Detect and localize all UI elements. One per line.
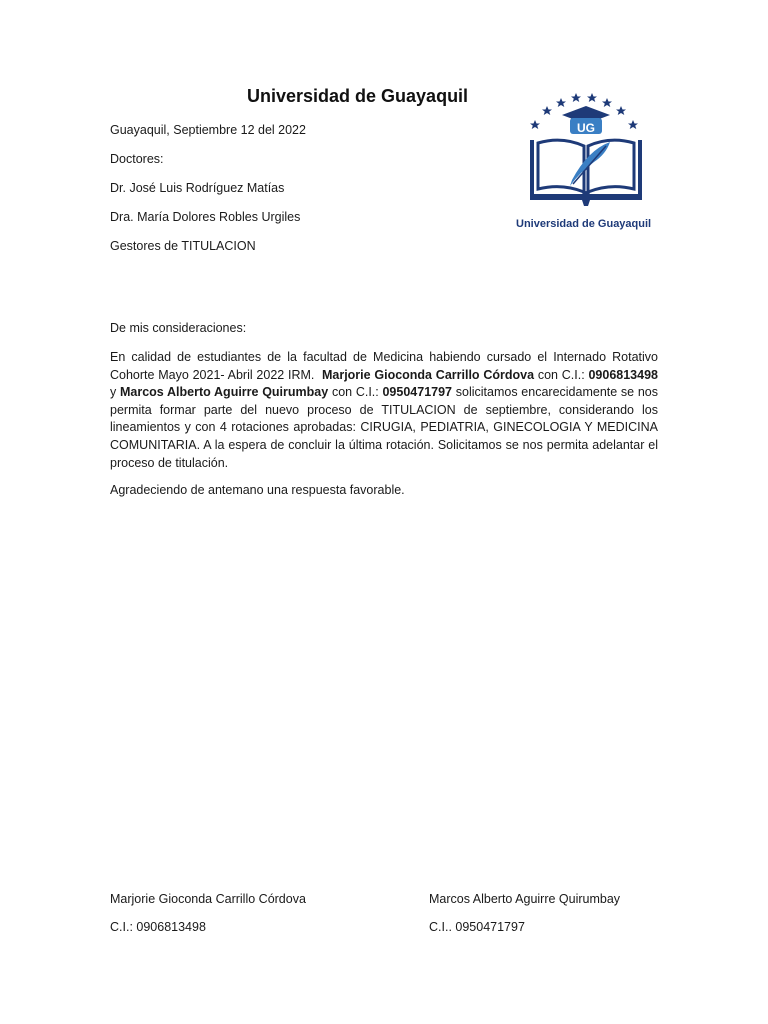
recipient-2: Dra. María Dolores Robles Urgiles xyxy=(110,210,301,224)
date-line: Guayaquil, Septiembre 12 del 2022 xyxy=(110,123,306,137)
student-2-name: Marcos Alberto Aguirre Quirumbay xyxy=(119,385,329,400)
letter-body xyxy=(110,349,658,472)
body-part-3: y xyxy=(110,385,117,400)
recipient-1: Dr. José Luis Rodríguez Matías xyxy=(110,181,285,195)
body-part-2: con C.I.: xyxy=(537,367,585,382)
student-1-id: 0906813498 xyxy=(588,367,658,382)
signature-left-name: Marjorie Gioconda Carrillo Córdova xyxy=(110,892,306,906)
signature-left-id: C.I.: 0906813498 xyxy=(110,920,206,934)
body-part-1: En calidad de estudiantes de la facultad de Medicina habiendo cursado el Internado Rotativo Cohorte Mayo 2021- Abril 2022 IRM. xyxy=(110,350,658,382)
opening-line: De mis consideraciones: xyxy=(110,321,247,335)
closing-line: Agradeciendo de antemano una respuesta favorable. xyxy=(110,483,405,497)
logo-caption: Universidad de Guayaquil xyxy=(516,218,652,230)
body-part-5: solicitamos encarecidamente se nos permita formar parte del nuevo proceso de TITULACION de septiembre, considerando los lineamientos y con 4 rotaciones aprobadas: CIRUGIA, PEDIATRIA, GINECOLOGIA Y MEDICINA COMUNITARIA. A la espera de concluir la última rotación. Solicitamos se nos permita adelantar el proceso de titulación. xyxy=(110,385,658,470)
student-2-id: 0950471797 xyxy=(382,385,453,400)
document-title: Universidad de Guayaquil xyxy=(247,86,469,106)
recipient-role: Gestores de TITULACION xyxy=(110,239,256,253)
student-1-name: Marjorie Gioconda Carrillo Córdova xyxy=(321,367,535,382)
body-part-4: con C.I.: xyxy=(331,385,379,400)
signature-right-id: C.I.. 0950471797 xyxy=(429,920,525,934)
salutation: Doctores: xyxy=(110,152,164,166)
svg-text:UG: UG xyxy=(577,121,595,135)
signature-right-name: Marcos Alberto Aguirre Quirumbay xyxy=(429,892,621,906)
university-logo-icon xyxy=(510,88,660,238)
